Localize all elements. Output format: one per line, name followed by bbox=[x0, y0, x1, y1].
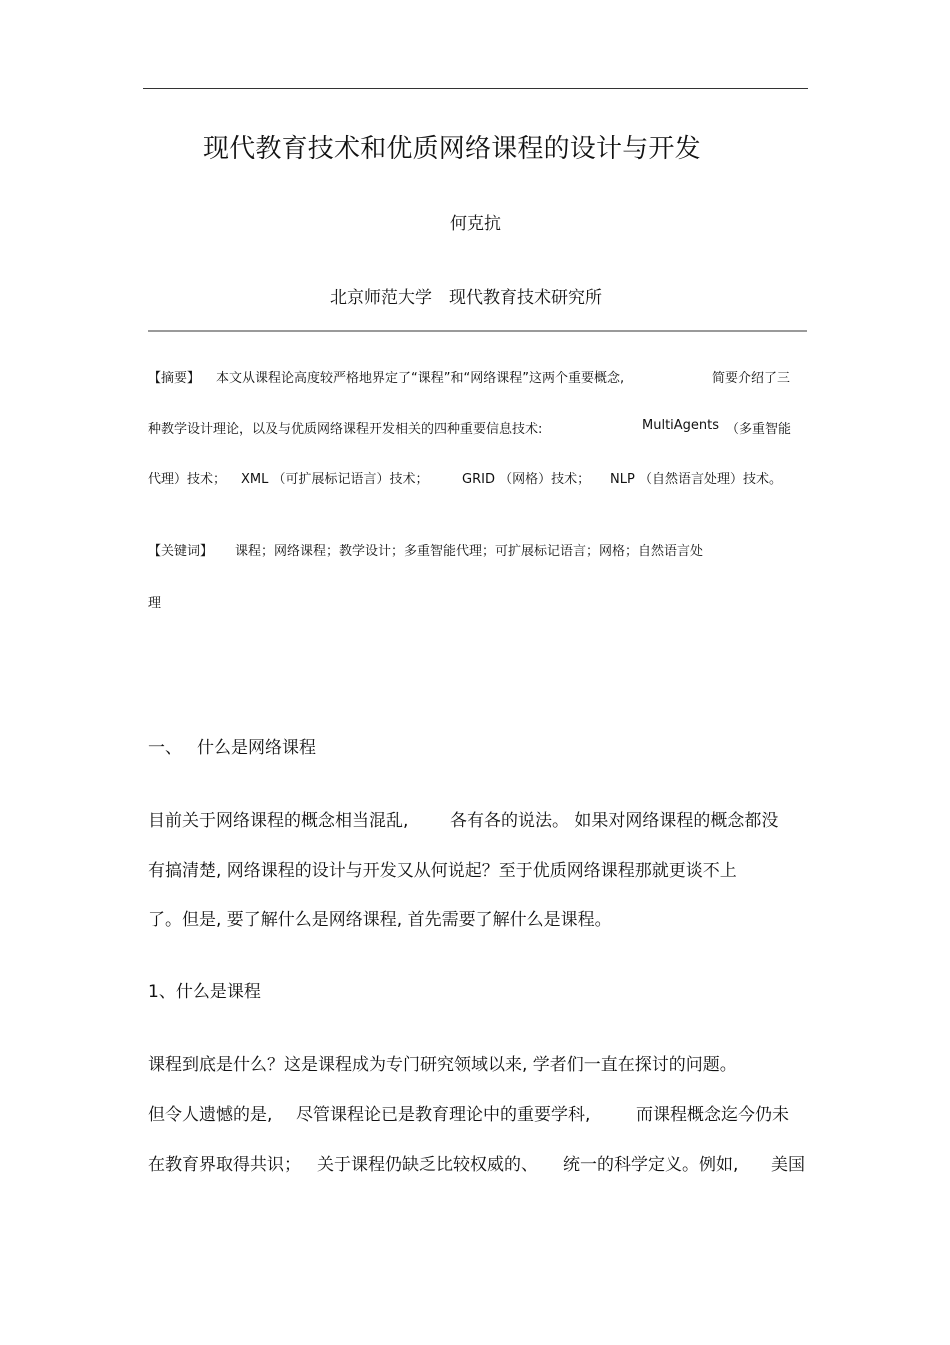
abstract-text: MultiAgents bbox=[642, 418, 720, 433]
subsection-title: 1、什么是课程 bbox=[148, 982, 261, 1002]
paragraph-line: 在教育界取得共识； bbox=[148, 1155, 301, 1175]
paragraph-line: 课程到底是什么？这是课程成为专门研究领域以来, 学者们一直在探讨的问题。 bbox=[148, 1055, 737, 1075]
paragraph-line: 各有各的说法。 如果对网络课程的概念都没 bbox=[450, 811, 779, 831]
paragraph-line: 但令人遗憾的是, bbox=[148, 1105, 273, 1125]
header-rule bbox=[143, 88, 808, 89]
abstract-text: NLP （自然语言处理）技术。 bbox=[610, 472, 782, 487]
page-title: 现代教育技术和优质网络课程的设计与开发 bbox=[203, 134, 701, 164]
abstract-text: 本文从课程论高度较严格地界定了“课程”和“网络课程”这两个重要概念, bbox=[216, 371, 625, 386]
affiliation: 北京师范大学 现代教育技术研究所 bbox=[330, 288, 602, 308]
paragraph-line: 美国 bbox=[771, 1155, 805, 1175]
author: 何克抗 bbox=[450, 214, 501, 234]
abstract-text: 代理）技术； bbox=[148, 472, 227, 487]
paragraph-line: 而课程概念迄今仍未 bbox=[636, 1105, 789, 1125]
keywords-text: 理 bbox=[148, 596, 162, 611]
keywords-text: 课程；网络课程；教学设计；多重智能代理；可扩展标记语言；网格；自然语言处 bbox=[235, 544, 704, 559]
paragraph-line: 统一的科学定义。例如, bbox=[563, 1155, 739, 1175]
paragraph-line: 关于课程仍缺乏比较权威的、 bbox=[317, 1155, 538, 1175]
keywords-label: 【关键词】 bbox=[148, 544, 214, 559]
paragraph-line: 有搞清楚, 网络课程的设计与开发又从何说起？至于优质网络课程那就更谈不上 bbox=[148, 861, 737, 881]
abstract-text: XML （可扩展标记语言）技术； bbox=[241, 472, 429, 487]
section-number: 一、 bbox=[148, 738, 182, 758]
abstract-text: 种教学设计理论，以及与优质网络课程开发相关的四种重要信息技术: bbox=[148, 422, 543, 437]
abstract-text: （多重智能 bbox=[726, 422, 792, 437]
abstract-text: 简要介绍了三 bbox=[712, 371, 791, 386]
paragraph-line: 目前关于网络课程的概念相当混乱, bbox=[148, 811, 409, 831]
abstract-text: GRID （网格）技术； bbox=[462, 472, 591, 487]
paragraph-line: 了。但是, 要了解什么是网络课程, 首先需要了解什么是课程。 bbox=[148, 910, 612, 930]
section-divider bbox=[148, 330, 807, 332]
abstract-label: 【摘要】 bbox=[148, 371, 201, 386]
paragraph-line: 尽管课程论已是教育理论中的重要学科, bbox=[296, 1105, 591, 1125]
section-title: 什么是网络课程 bbox=[197, 738, 316, 758]
